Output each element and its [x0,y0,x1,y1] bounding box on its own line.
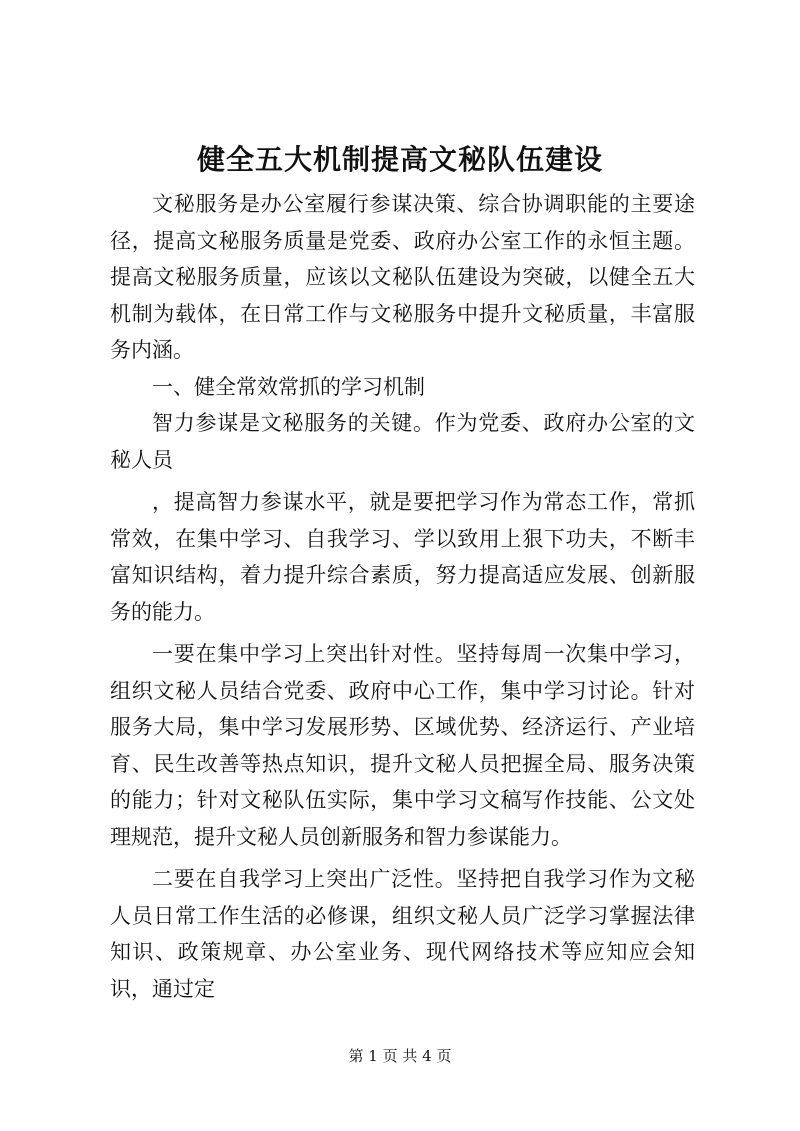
paragraph-4: 二要在自我学习上突出广泛性。坚持把自我学习作为文秘人员日常工作生活的必修课，组织文秘人员广泛学习掌握法律知识、政策规章、办公室业务、现代网络技术等应知应会知识，通过定 [110,867,695,1001]
paragraph-intro: 文秘服务是办公室履行参谋决策、综合协调职能的主要途径，提高文秘服务质量是党委、政府办公室工作的永恒主题。提高文秘服务质量，应该以文秘队伍建设为突破，以健全五大机制为载体，在日常工作与文秘服务中提升文秘质量，丰富服务内涵。 [110,192,695,362]
section-heading-1: 一、健全常效常抓的学习机制 [152,374,425,399]
paragraph-1: 智力参谋是文秘服务的关键。作为党委、政府办公室的文秘人员 [110,411,695,472]
page-footer: 第 1 页 共 4 页 [348,1047,452,1065]
document-body [110,186,695,1007]
paragraph-2: ，提高智力参谋水平，就是要把学习作为常态工作，常抓常效，在集中学习、自我学习、学以致用上狠下功夫，不断丰富知识结构，着力提升综合素质，努力提高适应发展、创新服务的能力。 [110,490,695,624]
document-title: 健全五大机制提高文秘队伍建设 [196,143,603,176]
paragraph-3: 一要在集中学习上突出针对性。坚持每周一次集中学习，组织文秘人员结合党委、政府中心工作，集中学习讨论。针对服务大局，集中学习发展形势、区域优势、经济运行、产业培育、民生改善等热点知识，提升文秘人员把握全局、服务决策的能力；针对文秘队伍实际，集中学习文稿写作技能、公文处理规范，提升文秘人员创新服务和智力参谋能力。 [110,642,695,849]
